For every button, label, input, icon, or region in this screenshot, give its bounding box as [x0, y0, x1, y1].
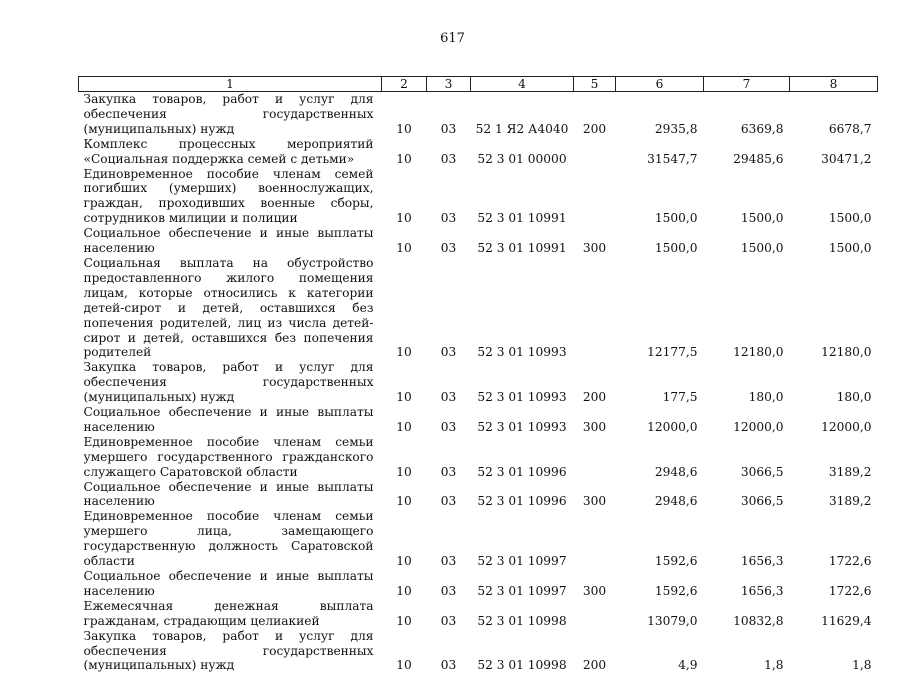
amount-col-8: 3189,2 [828, 464, 872, 479]
table-row [79, 599, 878, 629]
header-col-6: 6 [616, 77, 704, 92]
table-row [79, 435, 878, 480]
target-article-code: 52 3 01 10998 [477, 613, 567, 628]
amount-col-7: 12180,0 [733, 345, 784, 360]
section-code: 10 [396, 494, 412, 509]
table-row [79, 509, 878, 569]
item-name: Социальное обеспечение и иные выплаты населению [83, 479, 374, 509]
table-row [79, 226, 878, 256]
expense-type-code: 300 [582, 419, 607, 434]
amount-col-6: 31547,7 [647, 151, 698, 166]
amount-col-7: 10832,8 [733, 613, 784, 628]
amount-col-7: 29485,6 [733, 151, 784, 166]
amount-col-8: 11629,4 [821, 613, 872, 628]
section-code: 10 [396, 583, 412, 598]
section-code: 10 [396, 613, 412, 628]
item-name: Закупка товаров, работ и услуг для обеспечения государственных (муниципальных) нужд [83, 360, 374, 405]
subsection-code: 03 [440, 554, 457, 569]
amount-col-6: 177,5 [662, 390, 698, 405]
table-row [79, 360, 878, 405]
target-article-code: 52 3 01 10996 [477, 464, 567, 479]
target-article-code: 52 3 01 10993 [477, 345, 567, 360]
target-article-code: 52 3 01 10996 [477, 494, 567, 509]
expense-type-code: 200 [582, 121, 607, 136]
table-row [79, 167, 878, 227]
header-col-1: 1 [79, 77, 382, 92]
section-code: 10 [396, 554, 412, 569]
amount-col-8: 12180,0 [821, 345, 872, 360]
expense-type-code [574, 509, 616, 569]
amount-col-6: 12000,0 [647, 419, 698, 434]
header-col-4: 4 [471, 77, 574, 92]
amount-col-8: 1500,0 [828, 241, 872, 256]
target-article-code: 52 3 01 10991 [477, 211, 567, 226]
item-name: Единовременное пособие членам семьи умершего лица, замещающего государственную должность Саратовской области [83, 509, 374, 569]
subsection-code: 03 [440, 419, 457, 434]
expense-type-code [574, 137, 616, 167]
item-name: Социальное обеспечение и иные выплаты населению [83, 226, 374, 256]
subsection-code: 03 [440, 494, 457, 509]
expense-type-code: 200 [582, 658, 607, 673]
amount-col-7: 12000,0 [733, 419, 784, 434]
amount-col-7: 1500,0 [740, 241, 784, 256]
header-row [79, 77, 878, 92]
amount-col-7: 3066,5 [740, 464, 784, 479]
target-article-code: 52 3 01 10997 [477, 554, 567, 569]
amount-col-8: 12000,0 [821, 419, 872, 434]
amount-col-7: 1656,3 [740, 554, 784, 569]
table-row [79, 569, 878, 599]
section-code: 10 [396, 390, 412, 405]
subsection-code: 03 [440, 121, 457, 136]
amount-col-6: 1592,6 [654, 583, 698, 598]
target-article-code: 52 3 01 00000 [477, 151, 567, 166]
target-article-code: 52 3 01 10998 [477, 658, 567, 673]
table-row [79, 629, 878, 673]
page-number: 617 [440, 31, 465, 46]
item-name: Единовременное пособие членам семьи умершего государственного гражданского служащего Саратовской области [83, 434, 374, 479]
expense-type-code [574, 256, 616, 360]
table-row [79, 92, 878, 137]
section-code: 10 [396, 345, 412, 360]
amount-col-8: 30471,2 [821, 151, 872, 166]
amount-col-8: 3189,2 [828, 494, 872, 509]
expense-type-code [574, 435, 616, 480]
target-article-code: 52 3 01 10993 [477, 419, 567, 434]
amount-col-7: 1656,3 [740, 583, 784, 598]
item-name: Закупка товаров, работ и услуг для обеспечения государственных (муниципальных) нужд [83, 628, 374, 673]
subsection-code: 03 [440, 583, 457, 598]
subsection-code: 03 [440, 464, 457, 479]
section-code: 10 [396, 241, 412, 256]
expense-type-code: 200 [582, 390, 607, 405]
item-name: Ежемесячная денежная выплата гражданам, страдающим целиакией [83, 598, 374, 628]
amount-col-8: 180,0 [836, 390, 872, 405]
amount-col-6: 1500,0 [654, 241, 698, 256]
item-name: Социальное обеспечение и иные выплаты населению [83, 405, 374, 434]
budget-table [78, 76, 878, 673]
amount-col-8: 1722,6 [828, 583, 872, 598]
target-article-code: 52 3 01 10991 [477, 241, 567, 256]
amount-col-7: 1,8 [764, 658, 784, 673]
section-code: 10 [396, 419, 412, 434]
section-code: 10 [396, 658, 412, 673]
table-row [79, 256, 878, 360]
header-col-3: 3 [427, 77, 471, 92]
amount-col-7: 6369,8 [740, 121, 784, 136]
amount-col-8: 1,8 [852, 658, 872, 673]
item-name: Социальное обеспечение и иные выплаты населению [83, 569, 374, 598]
section-code: 10 [396, 211, 412, 226]
section-code: 10 [396, 151, 412, 166]
item-name: Комплекс процессных мероприятий «Социальная поддержка семей с детьми» [83, 136, 374, 166]
expense-type-code [574, 599, 616, 629]
subsection-code: 03 [440, 151, 457, 166]
item-name: Единовременное пособие членам семей погибших (умерших) военнослужащих, граждан, проходивших военные сборы, сотрудников милиции и полиции [83, 166, 374, 226]
expense-type-code: 300 [582, 583, 607, 598]
subsection-code: 03 [440, 390, 457, 405]
amount-col-8: 1500,0 [828, 211, 872, 226]
amount-col-6: 4,9 [678, 658, 698, 673]
subsection-code: 03 [440, 241, 457, 256]
expense-type-code: 300 [582, 494, 607, 509]
header-col-8: 8 [790, 77, 878, 92]
amount-col-6: 2948,6 [654, 464, 698, 479]
amount-col-8: 6678,7 [828, 121, 872, 136]
amount-col-6: 13079,0 [647, 613, 698, 628]
amount-col-6: 12177,5 [647, 345, 698, 360]
section-code: 10 [396, 121, 412, 136]
amount-col-7: 180,0 [748, 390, 784, 405]
target-article-code: 52 3 01 10997 [477, 583, 567, 598]
table-row [79, 405, 878, 435]
target-article-code: 52 1 Я2 А4040 [475, 121, 569, 136]
amount-col-6: 1592,6 [654, 554, 698, 569]
section-code: 10 [396, 464, 412, 479]
expense-type-code: 300 [582, 241, 607, 256]
amount-col-7: 1500,0 [740, 211, 784, 226]
target-article-code: 52 3 01 10993 [477, 390, 567, 405]
header-col-2: 2 [382, 77, 427, 92]
expense-type-code [574, 167, 616, 227]
subsection-code: 03 [440, 613, 457, 628]
amount-col-8: 1722,6 [828, 554, 872, 569]
subsection-code: 03 [440, 211, 457, 226]
amount-col-7: 3066,5 [740, 494, 784, 509]
item-name: Закупка товаров, работ и услуг для обеспечения государственных (муниципальных) нужд [83, 92, 374, 136]
amount-col-6: 2948,6 [654, 494, 698, 509]
table-row [79, 480, 878, 510]
table-row [79, 137, 878, 167]
amount-col-6: 2935,8 [654, 121, 698, 136]
subsection-code: 03 [440, 345, 457, 360]
header-col-7: 7 [704, 77, 790, 92]
amount-col-6: 1500,0 [654, 211, 698, 226]
header-col-5: 5 [574, 77, 616, 92]
item-name: Социальная выплата на обустройство предоставленного жилого помещения лицам, которые относились к категории детей-сирот и детей, оставшихся без попечения родителей, лиц из числа детей-сирот и детей, оставшихся без попечения родителей [83, 255, 374, 360]
subsection-code: 03 [440, 658, 457, 673]
